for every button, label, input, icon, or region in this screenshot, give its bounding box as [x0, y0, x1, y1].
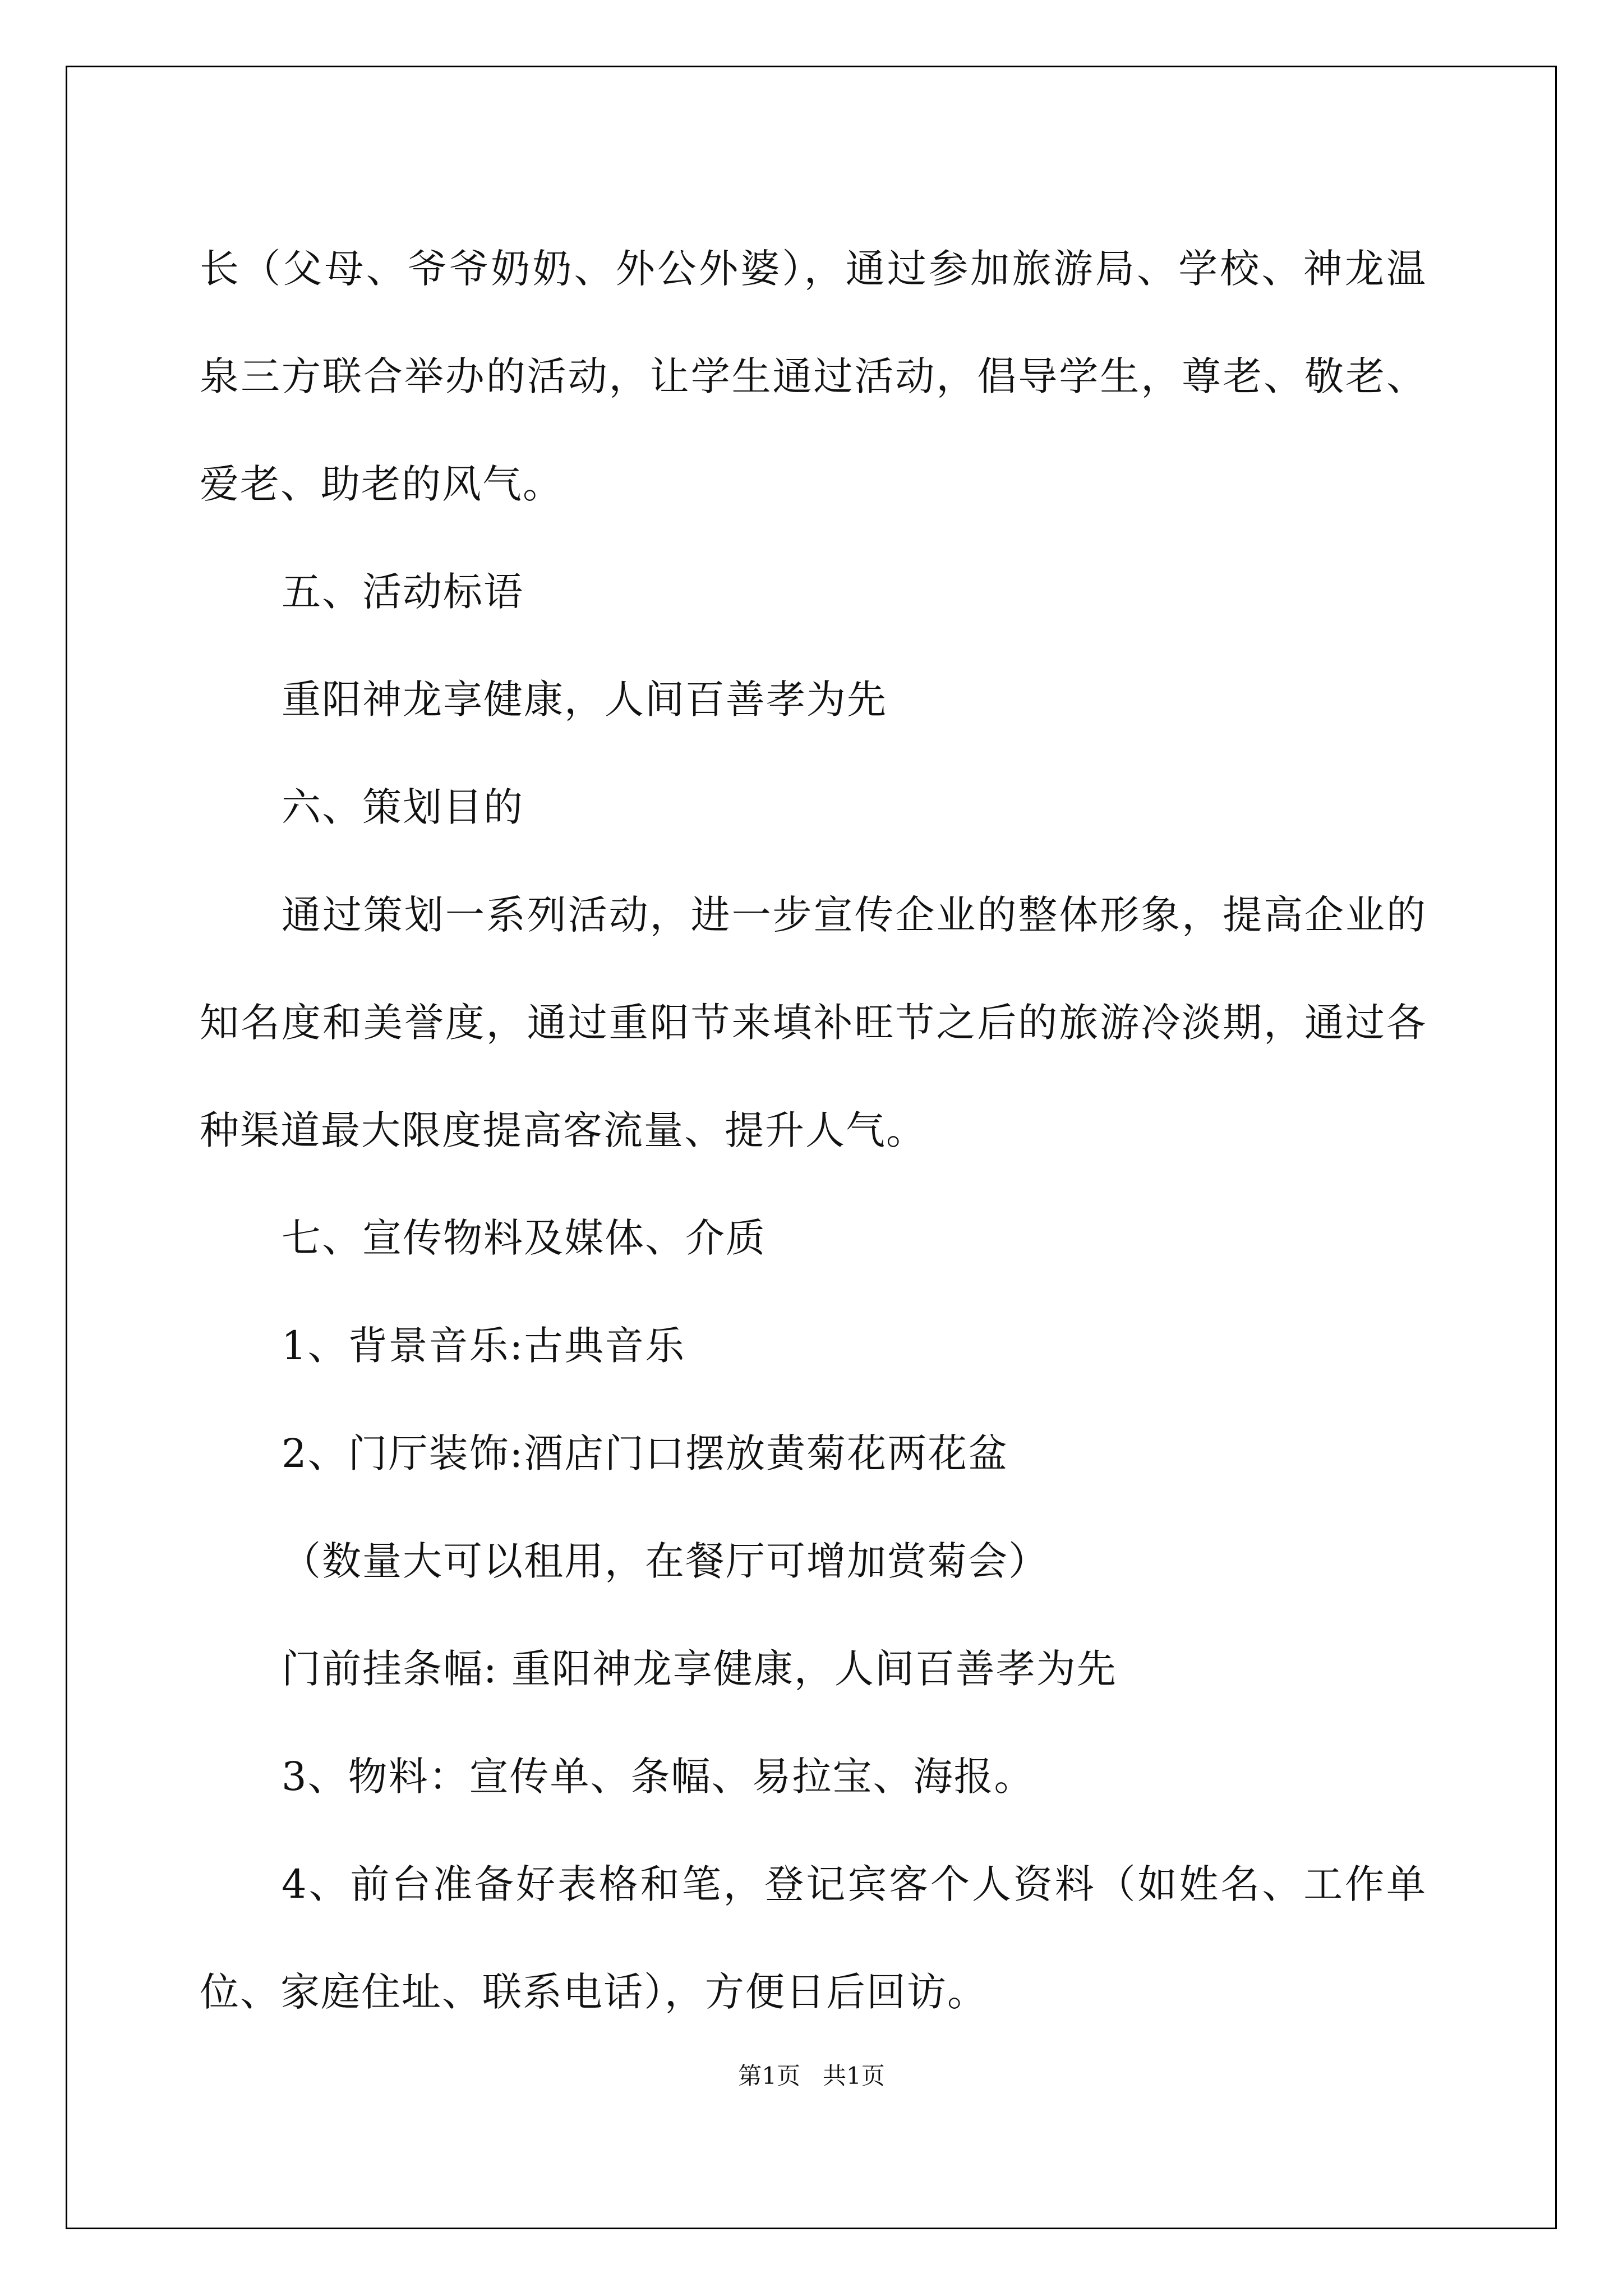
page-footer: 第1页 共1页	[738, 2062, 885, 2090]
paragraph-12: 4、前台准备好表格和笔，登记宾客个人资料（如姓名、工作单位、家庭住址、联系电话），方便日后回访。	[200, 1861, 1427, 2015]
document-body	[200, 215, 1427, 2046]
paragraph-3: 重阳神龙享健康，人间百善孝为先	[282, 677, 887, 723]
paragraph-7: 1、背景音乐:古典音乐	[282, 1323, 686, 1369]
paragraph-6-heading: 七、宣传物料及媒体、介质	[282, 1215, 766, 1261]
paragraph-2-heading: 五、活动标语	[282, 569, 524, 615]
paragraph-1: 长（父母、爷爷奶奶、外公外婆），通过参加旅游局、学校、神龙温泉三方联合举办的活动，让学生通过活动，倡导学生，尊老、敬老、爱老、助老的风气。	[200, 246, 1427, 507]
paragraph-9: （数量大可以租用，在餐厅可增加赏菊会）	[282, 1538, 1049, 1584]
paragraph-11: 3、物料：宣传单、条幅、易拉宝、海报。	[282, 1754, 1035, 1800]
paragraph-5: 通过策划一系列活动，进一步宣传企业的整体形象，提高企业的知名度和美誉度，通过重阳节来填补旺节之后的旅游冷淡期，通过各种渠道最大限度提高客流量、提升人气。	[200, 892, 1427, 1153]
paragraph-4-heading: 六、策划目的	[282, 784, 524, 830]
paragraph-8: 2、门厅装饰:酒店门口摆放黄菊花两花盆	[282, 1430, 1009, 1476]
paragraph-10: 门前挂条幅: 重阳神龙享健康，人间百善孝为先	[282, 1646, 1117, 1692]
